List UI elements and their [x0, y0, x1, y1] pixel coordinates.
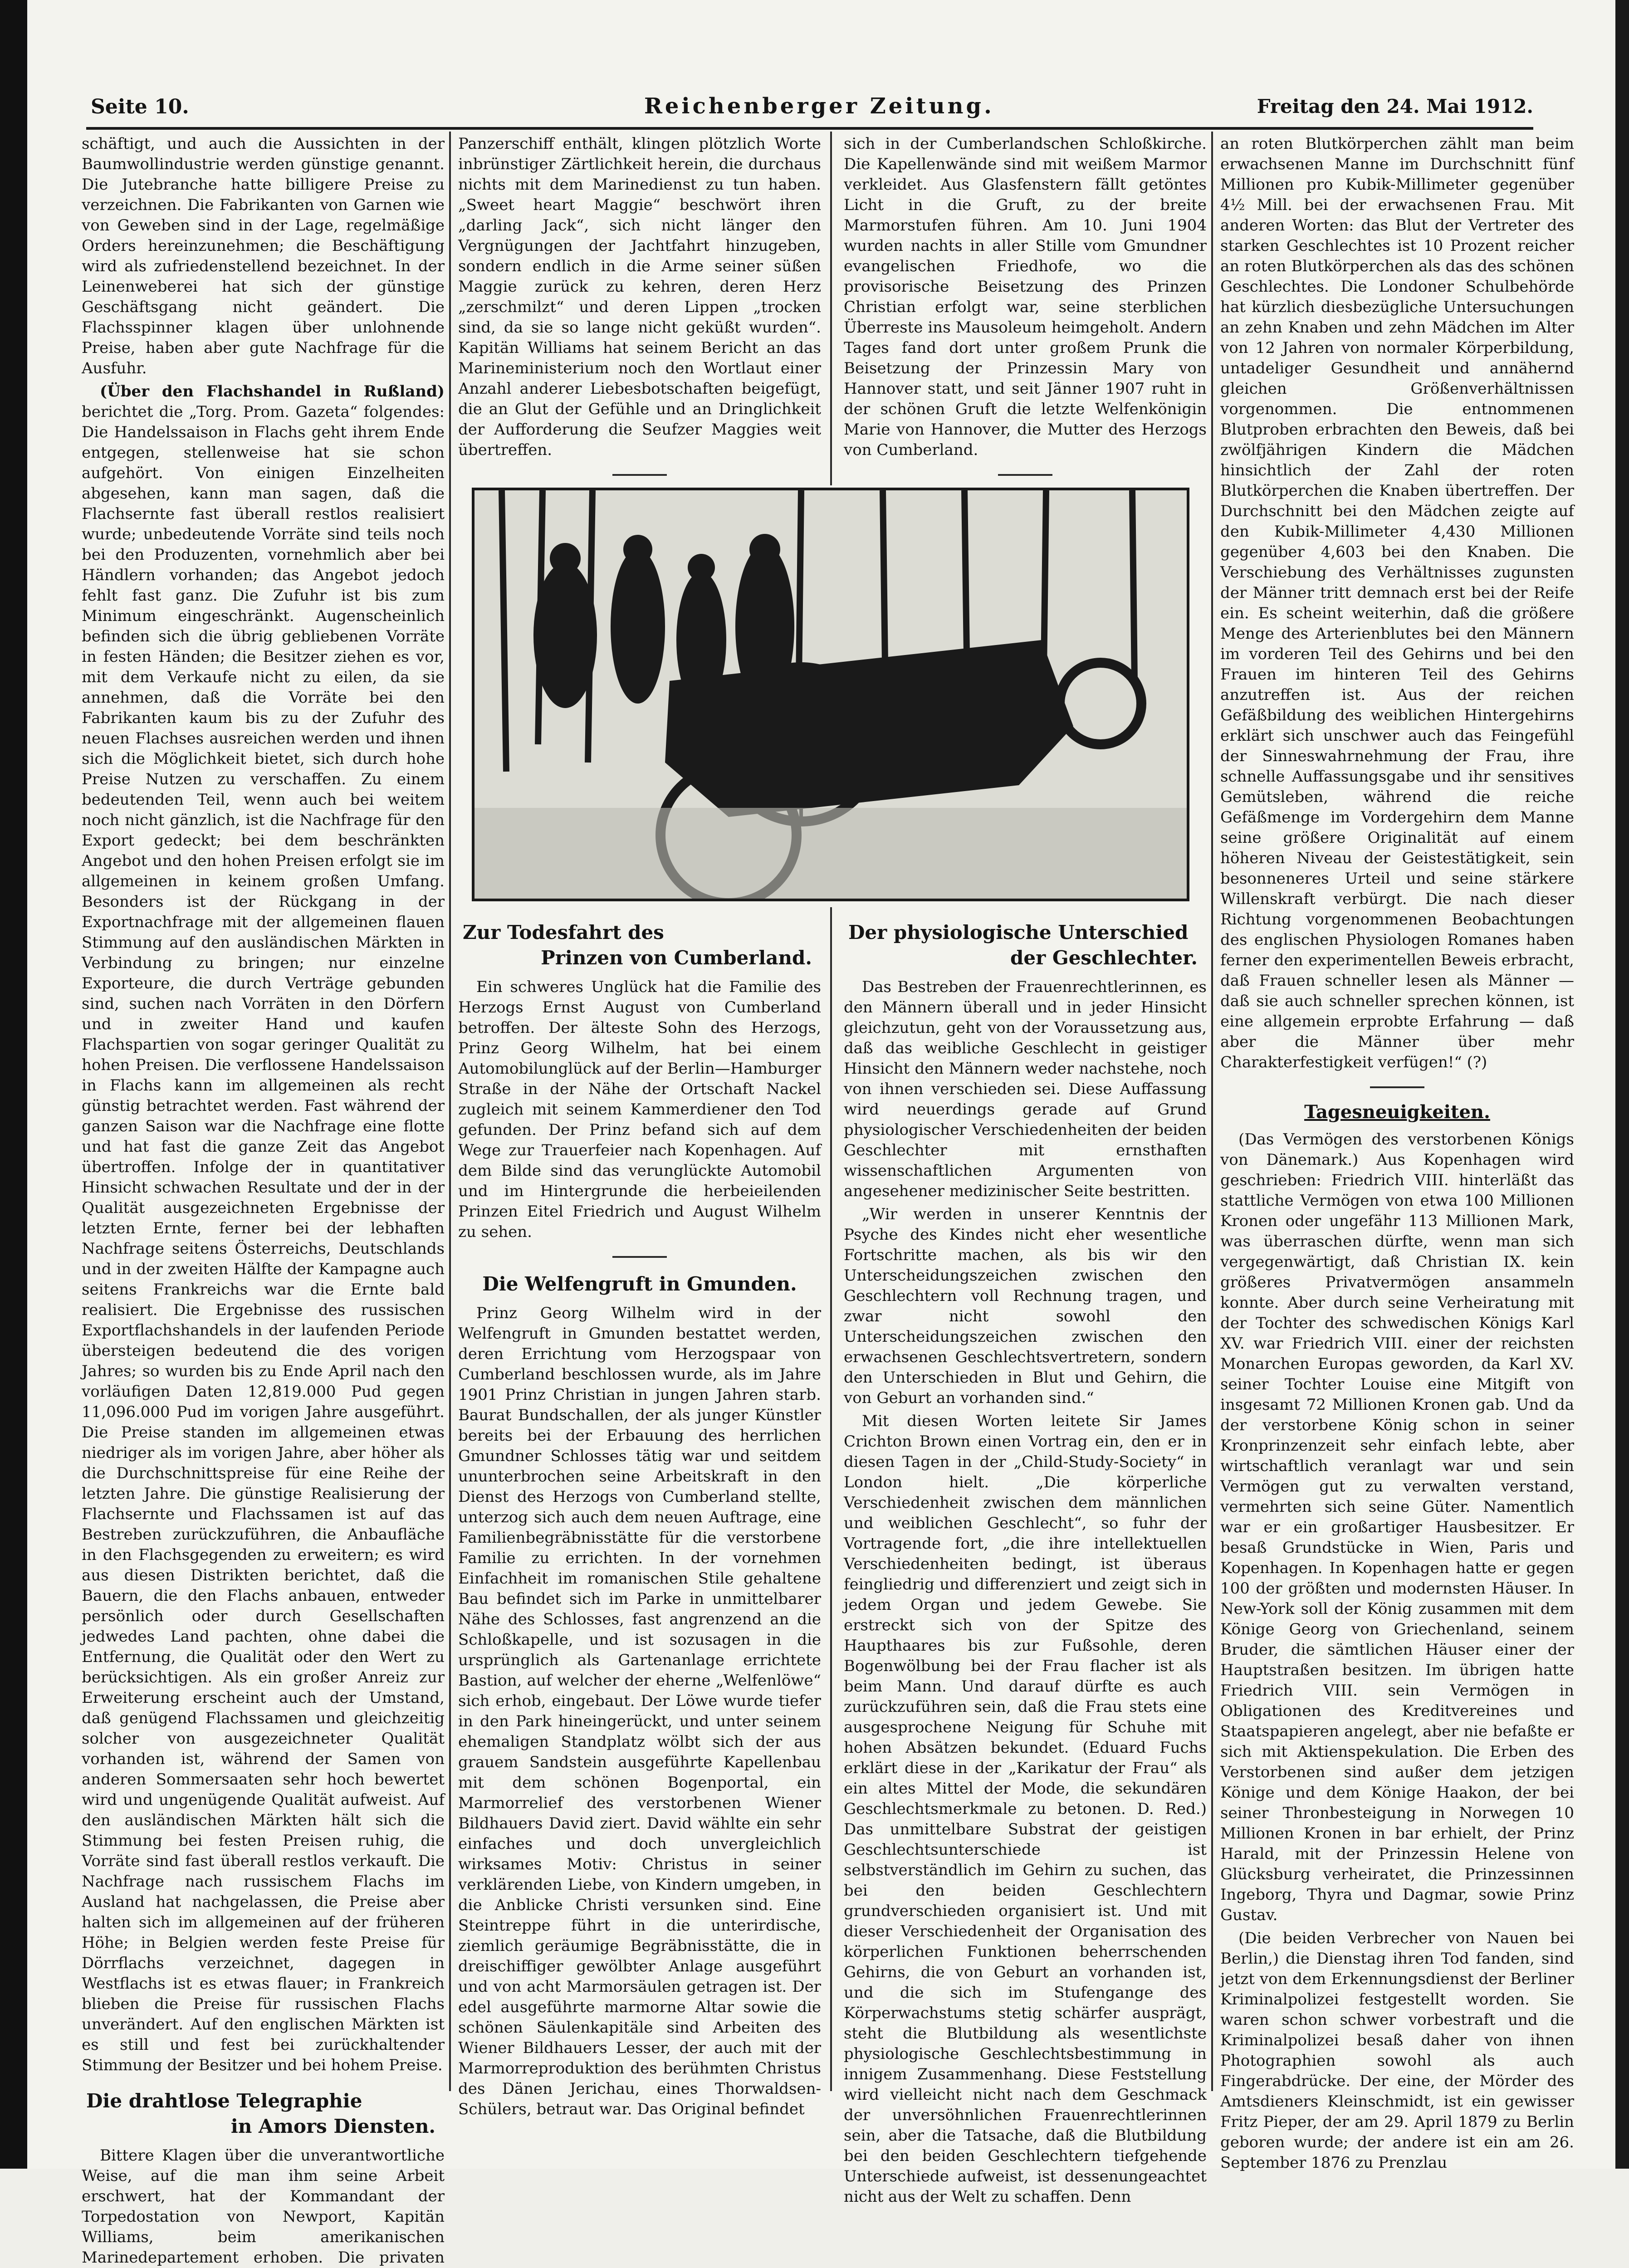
article-welfengruft-continued: sich in der Cumberlandschen Schloßkirche. Die Kapellenwände sind mit weißem Marmor verkleidet. Aus Glasfenstern fällt getöntes Licht in die Gruft, zu der breite Marmorstufen führen. Am 10. Juni 1904 wurden nachts in aller Stille vom Gmundner evangelischen Friedhofe, wo die provisorische Beisetzung des Prinzen Christian erfolgt war, seine sterblichen Überreste ins Mausoleum heimgeholt. Andern Tages fand dort unter großem Prunk die Beisetzung der Prinzessin Mary von Hannover statt, und seit Jänner 1907 ruht in der schönen Gruft die letzte Welfenkönigin Marie von Hannover, die Mutter des Herzogs von Cumberland. — [844, 135, 1207, 459]
headline-wireless-telegraphy — [82, 2088, 445, 2139]
header-rule — [86, 127, 1533, 130]
newspaper-title: Reichenberger Zeitung. — [644, 93, 994, 119]
article-physiology-body: Mit diesen Worten leitete Sir James Crichton Brown einen Vortrag ein, den er in diesen Tagen in der „Child-Study-Society“ in London hielt. „Die körperliche Verschiedenheit zwischen dem männlichen und weiblichen Geschlecht“, so fuhr der Vortragende fort, „die ihre intellektuellen Verschiedenheiten bedingt, ist überaus feingliedrig und differenziert und zeigt sich in jedem Organ und jedem Gewebe. Sie erstreckt sich von der Spitze des Haupthaares bis zur Fußsohle, deren Bogenwölbung bei der Frau flacher ist als beim Mann. Und darauf dürfte es auch zurückzuführen sein, daß die Frau stets eine ausgesprochene Neigung für Schuhe mit hohen Absätzen bekundet. (Eduard Fuchs erklärt diese in der „Karikatur der Frau“ als ein altes Mittel der Mode, die sekundären Geschlechtsmerkmale zu betonen. D. Red.) Das unmittelbare Substrat der geistigen Geschlechtsunterschiede ist selbstverständlich im Gehirn zu suchen, das bei den beiden Geschlechtern grundverschieden organisiert ist. Und mit dieser Verschiedenheit der Organisation des körperlichen Funktionen beherrschenden Gehirns, die von Geburt an vorhanden ist, und die sich im Stufengange des Körperwachstums stetig schärfer ausprägt, steht die Blutbildung als wesentlichste physiologische Geschlechtsbestimmung in innigem Zusammenhang. Diese Feststellung wird vielleicht nicht nach dem Geschmack der unversöhnlichen Frauenrechtlerinnen sein, aber die Tatsache, daß die Blutbildung bei den beiden Geschlechtern tiefgehende Unterschiede aufweist, ist dessenungeachtet nicht aus der Welt zu schaffen. Denn — [844, 1412, 1207, 2206]
article-flax-trade-head: (Über den Flachshandel in Rußland) — [100, 382, 445, 401]
headline-wireless-line1: Die drahtlose Telegraphie — [86, 2090, 362, 2112]
page-number: Seite 10. — [91, 95, 189, 118]
article-physiology-intro: Das Bestreben der Frauenrechtlerinnen, es den Männern überall und in jeder Hinsicht gleichzutun, geht von der Voraussetzung aus, daß das weibliche Geschlecht in geistiger Hinsicht den Männern weder nachstehe, noch von ihnen verschieden sei. Diese Auffassung wird neuerdings gerade auf Grund physiologischer Verschiedenheiten der beiden Geschlechter mit ernsthaften wissenschaftlichen Argumenten von angesehener medizinischer Seite bestritten. — [844, 978, 1207, 1200]
section-dash — [612, 1256, 667, 1258]
column-rule-1 — [449, 132, 451, 2091]
masthead — [82, 91, 1533, 127]
headline-welfengruft: Die Welfengruft in Gmunden. — [482, 1273, 797, 1295]
section-dash — [998, 474, 1052, 476]
article-flax-trade — [82, 381, 445, 2076]
article-welfengruft-body: Prinz Georg Wilhelm wird in der Welfengruft in Gmunden bestattet werden, deren Errichtung vom Herzogspaar von Cumberland beschlossen wurde, als im Jahre 1901 Prinz Christian in jungen Jahren starb. Baurat Bundschallen, der als junger Künstler bereits bei der Erbauung des herrlichen Gmundner Schlosses tätig war und seitdem ununterbrochen seine Arbeitskraft in den Dienst des Herzogs von Cumberland stellte, unterzog sich auch dem neuen Auftrage, eine Familienbegräbnisstätte für die verstorbene Familie zu errichten. In der vornehmen Einfachheit im romanischen Stile gehaltene Bau befindet sich im Parke in unmittelbarer Nähe des Schlosses, fast angrenzend an die Schloßkapelle, und ist sozusagen in die ursprünglich als Gartenanlage errichtete Bastion, auf welcher der eherne „Welfenlöwe“ sich erhob, eingebaut. Der Löwe wurde tiefer in den Park hineingerückt, und unter seinem ehemaligen Standplatz wölbt sich der aus grauem Sandstein ausgeführte Kapellenbau mit dem schönen Bogenportal, ein Marmorrelief des verstorbenen Wiener Bildhauers David ziert. David wählte ein sehr einfaches und doch unvergleichlich wirksames Motiv: Christus in seiner verklärenden Liebe, von Kindern umgeben, in die Anblicke Christi versunken sind. Eine Steintreppe führt in die unterirdische, ziemlich geräumige Begräbnisstätte, die in dreischiffiger gewölbter Anlage ausgeführt und von acht Marmorsäulen getragen ist. Der edel ausgeführte marmorne Altar sowie die schönen Säulenkapitäle sind Arbeiten des Wiener Bildhauers Lesser, der auch mit der Marmorreproduktion des berühmten Christus des Dänen Jerichau, eines Thorwaldsen-Schülers, betraut war. Das Original befindet — [458, 1304, 821, 2118]
article-flax-trade-body: berichtet die „Torg. Prom. Gazeta“ folgendes: Die Handelssaison in Flachs geht ihrem Ende entgegen, stellenweise hat sie schon aufgehört. Von einigen Einzelheiten abgesehen, kann man sagen, daß die Flachsernte fast überall restlos realisiert wurde; unbedeutende Vorräte sind teils noch bei den Produzenten, vornehmlich aber bei Händlern vorhanden; das Angebot jedoch fehlt fast ganz. Die Zufuhr ist bis zum Minimum eingeschränkt. Augenscheinlich befinden sich die übrig gebliebenen Vorräte in festen Händen; die Besitzer ziehen es vor, mit dem Verkaufe nicht zu eilen, da sie annehmen, daß die Vorräte bei den Fabrikanten kaum bis zu der Zufuhr des neuen Flachses ausreichen werden und ihnen sich die Möglichkeit bietet, sich durch hohe Preise Nutzen zu verschaffen. Zu einem bedeutenden Teil, wenn auch bei weitem noch nicht gänzlich, ist die Nachfrage für den Export gedeckt; bei dem beschränkten Angebot und den hohen Preisen erfolgt sie im allgemeinen in keinem großen Umfang. Besonders ist der Rückgang in der Exportnachfrage mit der allgemeinen flauen Stimmung auf den ausländischen Märkten in Verbindung zu bringen; nur einzelne Exporteure, die durch Verträge gebunden sind, suchen nach Vorräten in den Dörfern und in zweiter Hand und kaufen Flachspartien von sogar geringer Qualität zu hohen Preisen. Die verflossene Handelssaison in Flachs kann im allgemeinen als recht günstig betrachtet werden. Fast während der ganzen Saison war die Nachfrage eine flotte und hat fast die ganze Zeit das Angebot übertroffen. Infolge der in quantitativer Hinsicht schwachen Resultate und der in der Qualität ausgezeichneten Ergebnisse der letzten Ernte, ferner bei der lebhaften Nachfrage seitens Österreichs, Deutschlands und in der zweiten Hälfte der Kampagne auch seitens Frankreichs war die Ernte bald realisiert. Die Ergebnisse des russischen Exportflachshandels in der laufenden Periode übersteigen bedeutend die des vorigen Jahres; so wurden bis zu Ende April nach den vorläufigen Daten 12,819.000 Pud gegen 11,096.000 Pud im vorigen Jahre ausgeführt. Die Preise standen im allgemeinen etwas niedriger als im vorigen Jahre, aber höher als die Durchschnittspreise für eine Reihe der letzten Jahre. Die günstige Realisierung der Flachsernte und Flachssamen ist auf das Bestreben zurückzuführen, die Anbaufläche in den Flachsgegenden zu erweitern; es wird aus diesen Distrikten berichtet, daß die Bauern, die den Flachs anbauen, entweder persönlich oder durch Gesellschaften jedwedes Land pachten, ohne dabei die Entfernung, die Qualität oder den Wert zu berücksichtigen. Als ein großer Anreiz zur Erweiterung erscheint auch der Umstand, daß genügend Flachssamen und gleichzeitig solcher von ausgezeichneter Qualität vorhanden ist, während der Samen von anderen Sommersaaten sehr hoch bewertet wird und ungenügende Qualität aufweist. Auf den ausländischen Märkten hält sich die Stimmung bei festen Preisen ruhig, die Vorräte sind fast überall restlos verkauft. Die Nachfrage nach russischem Flachs im Ausland hat nachgelassen, die Preise aber halten sich im allgemeinen auf der früheren Höhe; in Belgien werden feste Preise für Dörrflachs verzeichnet, dagegen in Westflachs ist es etwas flauer; in Frankreich blieben die Preise für russischen Flachs unverändert. Auf den englischen Märkten ist es still und fest bei zurückhaltender Stimmung der Besitzer und bei hohem Preise. — [82, 403, 445, 2074]
headline-cumberland — [458, 920, 821, 971]
article-physiology-continued: an roten Blutkörperchen zählt man beim erwachsenen Manne im Durchschnitt fünf Millionen pro Kubik-Millimeter gegenüber 4½ Mill. bei der erwachsenen Frau. Mit anderen Worten: das Blut der Vertreter des starken Geschlechtes ist 10 Prozent reicher an roten Blutkörperchen als das des schönen Geschlechtes. Die Londoner Schulbehörde hat kürzlich diesbezügliche Untersuchungen an zehn Knaben und zehn Mädchen im Alter von 12 Jahren von normaler Körperbildung, untadeliger Gesundheit und annähernd gleichen Größenverhältnissen vorgenommen. Die entnommenen Blutproben erbrachten den Beweis, daß bei zwölfjährigen Kindern die Mädchen hinsichtlich der Zahl der roten Blutkörperchen die Knaben übertreffen. Der Durchschnitt bei den Mädchen zeigte auf den Kubik-Millimeter 4,430 Millionen gegenüber 4,603 bei den Knaben. Die Verschiebung des Verhältnisses zugunsten der Männer tritt demnach erst bei der Reife ein. Es scheint weiterhin, daß die größere Menge des Arterienblutes bei den Männern im vorderen Teil des Gehirns und bei den Frauen im hinteren Teil des Gehirns anzutreffen ist. Aus der reichen Gefäßbildung des weiblichen Hintergehirns erklärt sich unschwer auch das Feingefühl der Sinneswahrnehmung der Frau, ihre schnelle Auffassungsgabe und ihr sensitives Gemütsleben, während die reiche Gefäßmenge im Vordergehirn dem Manne seine größere Originalität auf einem höheren Niveau der Geistestätigkeit, sein besonneneres Urteil und seine stärkere Willenskraft verbürgt. Die nach dieser Richtung vorgenommenen Beobachtungen des englischen Physiologen Romanes haben ferner den experimentellen Beweis erbracht, daß Frauen schneller lesen als Männer — daß sie auch schneller sprechen können, ist eine allgemein erprobte Erfahrung — daß aber die Männer über mehr Charakterfestigkeit verfügen!“ (?) — [1220, 135, 1574, 1071]
column-1 — [82, 134, 445, 2268]
photo-crashed-automobile — [472, 488, 1189, 901]
article-physiology-quote: „Wir werden in unserer Kenntnis der Psyche des Kindes nicht eher wesentliche Fortschritte machen, als bis wir den Unterscheidungszeichen zwischen den Geschlechtern voll Rechnung tragen, und zwar nicht sowohl den Unterscheidungszeichen zwischen den erwachsenen Geschlechtsvertretern, sondern den Unterschieden in Blut und Gehirn, die von Geburt an vorhanden sind.“ — [844, 1205, 1207, 1407]
section-dash — [1370, 1086, 1424, 1088]
scan-edge-right — [1615, 0, 1629, 2169]
headline-cumberland-line2: Prinzen von Cumberland. — [541, 947, 812, 969]
scan-edge-left — [0, 0, 27, 2169]
column-2-top — [458, 134, 821, 489]
article-wireless-continued: Panzerschiff enthält, klingen plötzlich Worte inbrünstiger Zärtlichkeit herein, die durchaus nichts mit dem Marinedienst zu tun haben. „Sweet heart Maggie“ beschwört ihren „darling Jack“, sich nicht länger den Vergnügungen der Jachtfahrt hinzugeben, sondern endlich in die Arme seiner süßen Maggie zurück zu kehren, deren Herz „zerschmilzt“ und deren Lippen „trocken sind, da sie so lange nicht geküßt wurden“. Kapitän Williams hat seinem Bericht an das Marineministerium noch den Wortlaut einer Anzahl anderer Liebesbotschaften beigefügt, die an Glut der Gefühle und an Dringlichkeit der Aufforderung die Seufzer Maggies weit übertreffen. — [458, 135, 821, 459]
article-wireless-body: Bittere Klagen über die unverantwortliche Weise, auf die man ihm seine Arbeit erschwert, hat der Kommandant der Torpedostation von Newport, Kapitän Williams, beim amerikanischen Marinedepartement erhoben. Die privaten — [82, 2146, 445, 2267]
column-4 — [1220, 134, 1574, 2176]
headline-physiology-line2: der Geschlechter. — [1010, 947, 1198, 969]
article-nauen-criminals: (Die beiden Verbrecher von Nauen bei Berlin,) die Dienstag ihren Tod fanden, sind jetzt von dem Erkennungsdienst der Berliner Kriminalpolizei festgestellt worden. Sie waren schon schwer vorbestraft und die Kriminalpolizei besaß daher von ihnen Photographien sowohl als auch Fingerabdrücke. Der eine, der Mörder des Amtsdieners Kleinschmidt, ist ein gewisser Fritz Pieper, der am 29. April 1879 zu Berlin geboren wurde; der andere ist ein am 26. September 1876 zu Prenzlau — [1220, 1929, 1574, 2172]
article-textile-market: schäftigt, und auch die Aussichten in der Baumwollindustrie werden günstige genannt. Die Jutebranche hatte billigere Preise zu verzeichnen. Die Fabrikanten von Garnen wie von Geweben sind in der Lage, regelmäßige Orders hereinzunehmen; die Beschäftigung wird als zufriedenstellend bezeichnet. In der Leinenweberei hat sich der günstige Geschäftsgang nicht geändert. Die Flachsspinner klagen über unlohnende Preise, haben aber gute Nachfrage für die Ausfuhr. — [82, 135, 445, 377]
issue-date: Freitag den 24. Mai 1912. — [1257, 95, 1533, 117]
car-illustration — [475, 490, 1187, 899]
article-cumberland-body: Ein schweres Unglück hat die Familie des Herzogs Ernst August von Cumberland betroffen. Der älteste Sohn des Herzogs, Prinz Georg Wilhelm, hat bei einem Automobilunglück auf der Berlin—Hamburger Straße in der Nähe der Ortschaft Nackel zugleich mit seinem Kammerdiener den Tod gefunden. Der Prinz befand sich auf dem Wege zur Trauerfeier nach Kopenhagen. Auf dem Bilde sind das verunglückte Automobil und im Hintergrunde die herbeieilenden Prinzen Eitel Friedrich und August Wilhelm zu sehen. — [458, 978, 821, 1241]
column-3-top — [844, 134, 1207, 489]
column-rule-2b — [830, 907, 832, 2091]
headline-physiology — [844, 920, 1207, 971]
headline-wireless-line2: in Amors Diensten. — [230, 2115, 435, 2137]
section-dash — [612, 474, 667, 476]
headline-daily-news: Tagesneuigkeiten. — [1304, 1101, 1490, 1123]
headline-cumberland-line1: Zur Todesfahrt des — [463, 921, 664, 943]
column-rule-2 — [830, 132, 832, 485]
column-2-bottom — [458, 907, 821, 2122]
column-3-bottom — [844, 907, 1207, 2210]
headline-physiology-line1: Der physiologische Unterschied — [848, 921, 1189, 943]
column-rule-3 — [1211, 132, 1213, 2091]
article-danish-king-fortune: (Das Vermögen des verstorbenen Königs von Dänemark.) Aus Kopenhagen wird geschrieben: Friedrich VIII. hinterläßt das stattliche Vermögen von etwa 100 Millionen Kronen oder ungefähr 113 Millionen Mark, was überraschen dürfte, wenn man sich vergegenwärtigt, daß Christian IX. kein größeres Privatvermögen ansammeln konnte. Aber durch seine Verheiratung mit der Tochter des schwedischen Königs Karl XV. war Friedrich VIII. einer der reichsten Monarchen Europas geworden, da Karl XV. seiner Tochter Louise eine Mitgift von insgesamt 72 Millionen Kronen gab. Und da der verstorbene König schon in seiner Kronprinzenzeit sehr einfach lebte, aber wirtschaftlich veranlagt war und sein Vermögen gut zu verwalten verstand, vermehrten sich seine Güter. Namentlich war er ein großartiger Hausbesitzer. Er besaß Grundstücke in Wien, Paris und Kopenhagen. In Kopenhagen hatte er gegen 100 der größten und modernsten Häuser. In New-York soll der König zusammen mit dem Könige Georg von Griechenland, seinem Bruder, die sämtlichen Häuser einer der Hauptstraßen besitzen. Im übrigen hatte Friedrich VIII. sein Vermögen in Obligationen des Kreditvereines und Staatspapieren angelegt, aber nie befaßte er sich mit Aktienspekulation. Die Erben des Verstorbenen sind außer dem jetzigen Könige und dem Könige Haakon, der bei seiner Thronbesteigung in Norwegen 10 Millionen Kronen in bar erhielt, der Prinz Harald, mit der Prinzessin Helene von Glücksburg verheiratet, die Prinzessinnen Ingeborg, Thyra und Dagmar, sowie Prinz Gustav. — [1220, 1130, 1574, 1924]
